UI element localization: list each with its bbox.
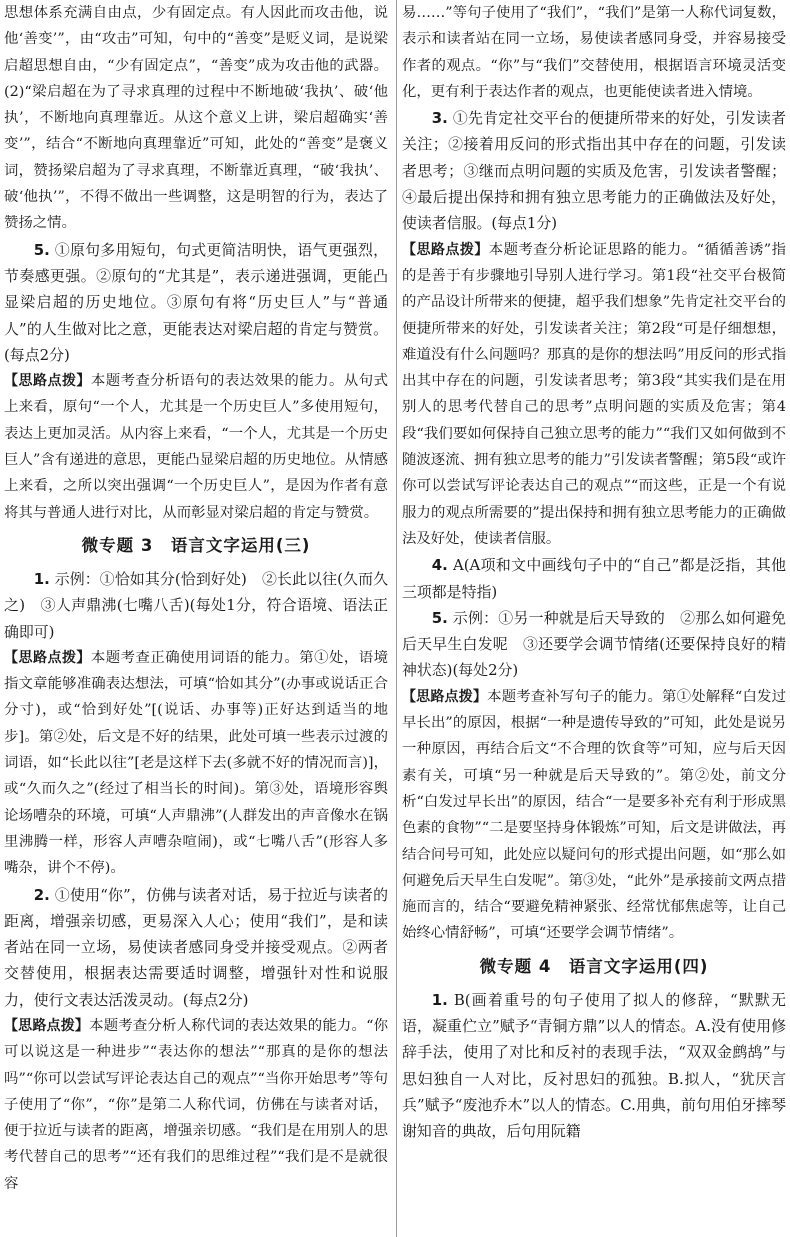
question-number: 2. <box>33 885 50 904</box>
explanation-text: 本题考查补写句子的能力。第①处解释“白发过早长出”的原因，根据“一种是遗传导致的”可知，此处是说另一种原因，再结合后文“不合理的饮食等”可知，应与后天因素有关，可填“另一种就是后天导致的”。第②处，前文分析“白发过早长出”的原因，结合“一是要多补充有利于形成黑色素的食物”“二是要坚持身体锻炼”可知，后文是讲做法，再结合问号可知，此处应以疑问句的形式提出问题，如“那么如何避免后天早生白发呢”。第③处，“此外”是承接前文两点措施而言的，结合“要避免精神紧张、经常忧郁焦虑等，让自己始终心情舒畅”，可填“还要学会调节情绪”。 <box>402 688 786 942</box>
hint-label: 【思路点拨】 <box>4 649 91 666</box>
explanation-paragraph <box>4 1013 388 1197</box>
left-column <box>4 0 391 1237</box>
answer-text: B(画着重号的句子使用了拟人的修辞，“默默无语，凝重伫立”赋予“青铜方鼎”以人的情态。A.没有使用修辞手法，使用了对比和反衬的表现手法，“双双金鹧鸪”与思妇独自一人对比，反衬思妇的孤独。B.拟人，“犹厌言兵”赋予“废池乔木”以人的情态。C.用典，前句用伯牙摔琴谢知音的典故，后句用阮籍 <box>402 990 786 1141</box>
answer-paragraph <box>402 105 786 236</box>
explanation-text: 思想体系充满自由点，少有固定点。有人因此而攻击他，说他‘善变’”，由“攻击”可知，句中的“善变”是贬义词，是说梁启超思想自由，“少有固定点”，“善变”成为攻击他的武器。(2)“梁启超在为了寻求真理的过程中不断地破‘我执’、破‘他执’，不断地向真理靠近。从这个意义上讲，梁启超确实‘善变’”，结合“不断地向真理靠近”可知，此处的“善变”是褒义词，赞扬梁启超为了寻求真理，不断靠近真理，“破‘我执’、破‘他执’”，不得不做出一些调整，这是明智的行为，表达了赞扬之情。 <box>4 5 388 232</box>
answer-text: 示例：①恰如其分(恰到好处) ②长此以往(久而久之) ③人声鼎沸(七嘴八舌)(每处1分，符合语境、语法正确即可) <box>4 569 388 641</box>
question-number: 3. <box>431 109 448 128</box>
explanation-text: 本题考查分析论证思路的能力。“循循善诱”指的是善于有步骤地引导别人进行学习。第1段“社交平台极简的产品设计所带来的便捷，超乎我们想象”先肯定社交平台的便捷所带来的好处，引发读者关注；第2段“可是仔细想想，难道没有什么问题吗？那真的是你的想法吗”用反问的形式指出其中存在的问题，引发读者思考；第3段“其实我们是在用别人的思考代替自己的思考”点明问题的实质及危害；第4段“我们要如何保持自己独立思考的能力”“我们又如何做到不随波逐流、拥有独立思考的能力”引发读者警醒；第5段“或许你可以尝试写评论表达自己的观点”“而这些，正是一个有说服力的观点所需要的”提出保持和拥有独立思考能力的正确做法及好处，使读者信服。 <box>402 241 786 547</box>
question-number: 5. <box>431 608 448 627</box>
answer-text: ①先肯定社交平台的便捷所带来的好处，引发读者关注；②接着用反问的形式指出其中存在的问题，引发读者思考；③继而点明问题的实质及危害，引发读者警醒；④最后提出保持和拥有独立思考能力的正确做法及好处，使读者信服。(每点1分) <box>402 109 786 233</box>
explanation-paragraph <box>4 0 388 237</box>
answer-paragraph <box>402 987 786 1145</box>
explanation-paragraph <box>4 645 388 882</box>
explanation-text: 本题考查分析人称代词的表达效果的能力。“你可以说这是一种进步”“表达你的想法”“那真的是你的想法吗”“你可以尝试写评论表达自己的观点”“当你开始思考”等句子使用了“你”，“你”是第二人称代词，仿佛在与读者对话，便于拉近与读者的距离，增强亲切感。“我们是在用别人的思考代替自己的思考”“还有我们的思维过程”“我们是不是就很容 <box>4 1017 389 1192</box>
explanation-text: 本题考查分析语句的表达效果的能力。从句式上来看，原句“一个人，尤其是一个历史巨人”多使用短句，表达上更加灵活。从内容上来看，“一个人，尤其是一个历史巨人”含有递进的意思，更能凸显梁启超的历史地位。从情感上来看，之所以突出强调“一个历史巨人”，是因为作者有意将其与普通人进行对比，从而彰显对梁启超的肯定与赞赏。 <box>4 373 388 521</box>
right-column <box>402 0 786 1237</box>
question-number: 1. <box>431 990 448 1009</box>
explanation-text: 本题考查正确使用词语的能力。第①处，语境指文章能够准确表达想法，可填“恰如其分”(办事或说话正合分寸)，或“恰到好处”[(说话、办事等)正好达到适当的地步]。第②处，后文是不好的结果，此处可填一些表示过渡的词语，如“长此以往”[老是这样下去(多就不好的情况而言)]，或“久而久之”(经过了相当长的时间)。第③处，语境形容舆论场嘈杂的环境，可填“人声鼎沸”(人群发出的声音像水在锅里沸腾一样，形容人声嘈杂喧闹)，或“七嘴八舌”(形容人多嘴杂，讲个不停)。 <box>4 649 388 877</box>
column-divider <box>396 0 397 1237</box>
question-number: 4. <box>431 556 448 575</box>
answer-text: ①使用“你”，仿佛与读者对话，易于拉近与读者的距离，增强亲切感，更易深入人心；使用“我们”，是和读者站在同一立场，易使读者感同身受并接受观点。②两者交替使用，根据表达需要适时调整，增强针对性和说服力，使行文表达活泼灵动。(每点2分) <box>4 885 389 1009</box>
section-heading: 微专题 3 语言文字运用(三) <box>81 535 311 555</box>
hint-label: 【思路点拨】 <box>402 241 489 258</box>
answer-paragraph <box>4 566 388 645</box>
answer-paragraph <box>402 605 786 684</box>
answer-paragraph <box>4 882 388 1013</box>
question-number: 1. <box>33 569 50 588</box>
explanation-text: 易……”等句子使用了“我们”，“我们”是第一人称代词复数，表示和读者站在同一立场，易使读者感同身受，并容易接受作者的观点。“你”与“我们”交替使用，根据语言环境灵活变化，更有利于表达作者的观点，也更能使读者进入情境。 <box>402 5 786 100</box>
answer-text: 示例：①另一种就是后天导致的 ②那么如何避免后天早生白发呢 ③还要学会调节情绪(还要保持良好的精神状态)(每处2分) <box>402 608 786 680</box>
hint-label: 【思路点拨】 <box>4 373 91 390</box>
answer-paragraph <box>402 552 786 605</box>
answer-paragraph <box>4 237 388 368</box>
explanation-paragraph <box>402 0 786 105</box>
answer-text: ①原句多用短句，句式更简洁明快，语气更强烈，节奏感更强。②原句的“尤其是”，表示递进强调，更能凸显梁启超的历史地位。③原句有将“历史巨人”与“普通人”的人生做对比之意，更能表达对梁启超的肯定与赞赏。(每点2分) <box>4 240 388 364</box>
answer-text: A(A项和文中画线句子中的“自己”都是泛指，其他三项都是特指) <box>402 556 786 601</box>
hint-label: 【思路点拨】 <box>4 1017 90 1034</box>
question-number: 5. <box>33 240 50 259</box>
explanation-paragraph <box>4 368 388 526</box>
explanation-paragraph <box>402 237 786 553</box>
explanation-paragraph <box>402 684 786 947</box>
section-heading: 微专题 4 语言文字运用(四) <box>479 956 709 976</box>
hint-label: 【思路点拨】 <box>402 688 488 705</box>
